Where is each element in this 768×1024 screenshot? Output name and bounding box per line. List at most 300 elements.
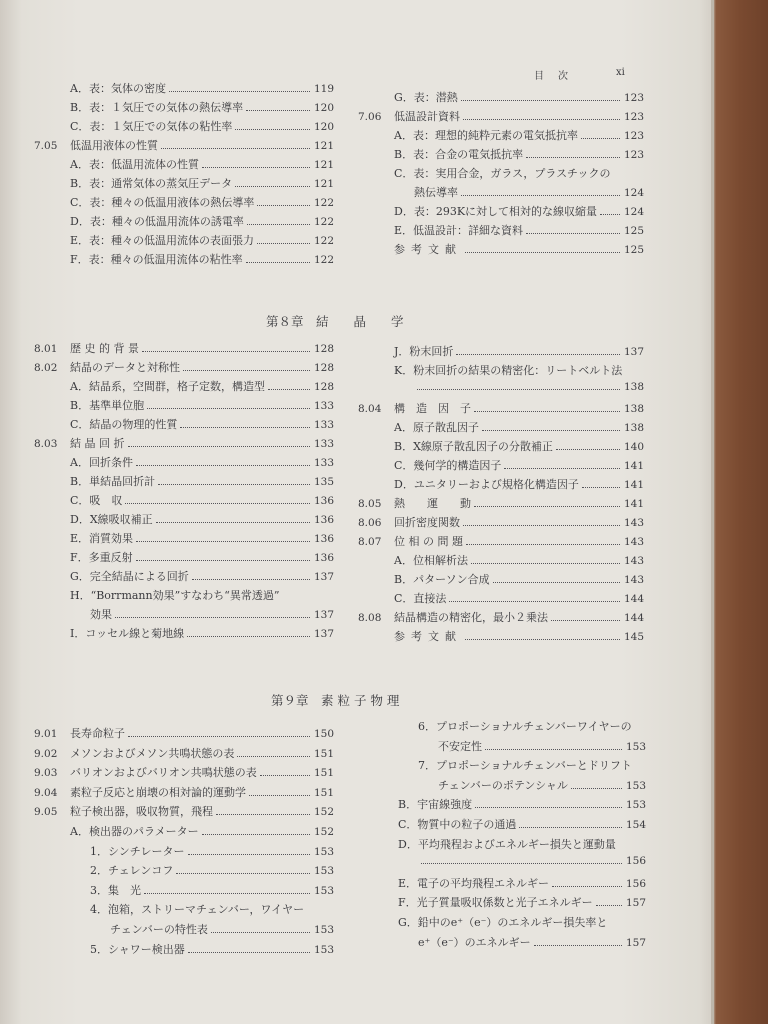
entry-title: メソンおよびメソン共鳴状態の表 <box>70 746 235 760</box>
dot-leader <box>235 129 310 130</box>
toc-entry <box>34 843 334 863</box>
dot-leader <box>534 945 622 946</box>
entry-title: K．粉末回折の結果の精密化：リートベルト法 <box>394 364 623 377</box>
entry-title: 歴 史 的 背 景 <box>70 342 139 355</box>
toc-entry <box>34 511 334 530</box>
toc-entry <box>34 232 334 251</box>
dot-leader <box>461 195 620 196</box>
dot-leader <box>485 749 622 750</box>
page-number: 151 <box>313 786 334 799</box>
page-number: 119 <box>313 83 334 95</box>
entry-title: 7．プロポーショナルチェンバーとドリフト <box>418 759 632 773</box>
toc-entry <box>362 934 646 954</box>
toc-entry <box>358 476 644 495</box>
dot-leader <box>417 389 620 390</box>
page-number: 144 <box>623 612 644 624</box>
dot-leader <box>183 370 310 371</box>
ch8-left-column <box>34 340 334 644</box>
section-number: 9.02 <box>34 747 58 760</box>
page-number: 138 <box>623 403 644 415</box>
toc-entry <box>34 194 334 213</box>
toc-entry <box>34 587 334 606</box>
dot-leader <box>471 563 620 564</box>
entry-title: A．検出器のパラメーター <box>70 824 199 838</box>
toc-entry <box>362 855 646 875</box>
entry-title: A．結晶系，空間群，格子定数，構造型 <box>70 380 265 393</box>
dot-leader <box>526 233 620 234</box>
page-number: 150 <box>313 728 334 740</box>
entry-title: E．電子の平均飛程エネルギー <box>398 876 550 890</box>
dot-leader <box>161 148 310 149</box>
dot-leader <box>202 834 310 835</box>
section-number: 8.03 <box>34 438 58 450</box>
page-number: 141 <box>623 498 644 510</box>
dot-leader <box>465 639 620 640</box>
toc-entry <box>362 816 646 836</box>
header-title: 目 次 <box>534 71 570 82</box>
entry-title: F．表：種々の低温用流体の粘性率 <box>70 253 243 266</box>
dot-leader <box>188 854 310 855</box>
entry-title: D．平均飛程およびエネルギー損失と運動量 <box>398 837 616 851</box>
toc-entry <box>358 343 644 362</box>
entry-title: 4．泡箱，ストリーマチェンバー，ワイヤー <box>90 903 305 917</box>
dot-leader <box>493 582 620 583</box>
entry-title: 長寿命粒子 <box>70 727 125 740</box>
dot-leader <box>466 544 620 545</box>
entry-title: A．表：低温用流体の性質 <box>70 158 199 171</box>
toc-entry <box>358 362 644 381</box>
entry-title: 熱 運 動 <box>394 497 471 510</box>
dot-leader <box>142 351 310 352</box>
section-number: 8.08 <box>358 612 382 624</box>
page-number: 138 <box>623 422 644 434</box>
dot-leader <box>187 636 310 637</box>
dot-leader <box>144 893 310 894</box>
dot-leader <box>582 487 620 488</box>
page-number: 143 <box>623 536 644 548</box>
dot-leader <box>188 952 310 953</box>
entry-title: e⁺（e⁻）のエネルギー <box>418 935 531 949</box>
dot-leader <box>421 863 622 864</box>
dot-leader <box>551 620 620 621</box>
dot-leader <box>463 119 620 120</box>
page-number: 136 <box>313 552 334 564</box>
dot-leader <box>136 465 310 466</box>
toc-entry <box>34 340 334 359</box>
toc-entry <box>34 492 334 511</box>
toc-entry <box>362 738 646 758</box>
page-number: 135 <box>313 476 334 488</box>
dot-leader <box>257 243 310 244</box>
entry-title: B．X線原子散乱因子の分散補正 <box>394 440 553 453</box>
entry-title: 不安定性 <box>438 739 482 753</box>
page-number: 125 <box>623 225 644 237</box>
ch7-left-column <box>34 80 334 270</box>
section-number: 9.03 <box>34 767 58 780</box>
entry-title: 結 晶 回 折 <box>70 437 125 450</box>
chapter-9-title: 第９章 素 粒 子 物 理 <box>271 693 400 708</box>
toc-entry <box>34 901 334 921</box>
dot-leader <box>216 814 310 815</box>
page-number: 136 <box>313 495 334 507</box>
page-number: 137 <box>313 571 334 583</box>
page-number: 154 <box>625 818 646 831</box>
toc-entry <box>358 571 644 590</box>
entry-title: 3．集 光 <box>90 883 141 897</box>
entry-title: 素粒子反応と崩壊の相対論的運動学 <box>70 785 246 799</box>
entry-title: 6．プロポーショナルチェンバーワイヤーの <box>418 720 632 733</box>
page-number: 133 <box>313 438 334 450</box>
dot-leader <box>600 214 620 215</box>
page-number: 123 <box>623 149 644 161</box>
entry-title: D．ユニタリーおよび規格化構造因子 <box>394 478 579 491</box>
toc-entry <box>34 568 334 587</box>
page-number: 121 <box>313 159 334 171</box>
page-number: 152 <box>313 806 334 819</box>
toc-entry <box>34 80 334 99</box>
page-number: 141 <box>623 460 644 472</box>
toc-entry <box>34 606 334 625</box>
entry-title: 結晶のデータと対称性 <box>70 361 180 374</box>
entry-title: 熱伝導率 <box>414 186 458 199</box>
page-number: 120 <box>313 102 334 114</box>
toc-entry <box>34 549 334 568</box>
dot-leader <box>519 827 622 828</box>
page-number: 140 <box>623 441 644 453</box>
entry-title: A．原子散乱因子 <box>394 421 479 434</box>
page-number: 145 <box>623 631 644 643</box>
entry-title: H．“Borrmann効果”すなわち“異常透過” <box>70 589 280 602</box>
toc-entry <box>34 175 334 194</box>
page-number: 128 <box>313 362 334 374</box>
toc-entry <box>34 625 334 644</box>
page-number: 124 <box>623 206 644 218</box>
dot-leader <box>482 430 620 431</box>
dot-leader <box>237 756 310 757</box>
page-number: 123 <box>623 130 644 142</box>
page-number: 136 <box>313 533 334 545</box>
page-number: 153 <box>625 740 646 753</box>
entry-title: 1．シンチレーター <box>90 844 185 858</box>
toc-entry <box>358 146 644 165</box>
toc-entry <box>362 894 646 914</box>
toc-entry <box>34 251 334 270</box>
section-number: 8.05 <box>358 498 382 510</box>
toc-entry <box>358 533 644 552</box>
toc-entry <box>34 359 334 378</box>
dot-leader <box>268 389 310 390</box>
chapter-8-heading <box>266 312 404 330</box>
page-number: 122 <box>313 235 334 247</box>
dot-leader <box>571 788 622 789</box>
page-number: 133 <box>313 419 334 431</box>
entry-title: G．完全結晶による回折 <box>70 570 189 583</box>
entry-title: E．表：種々の低温用流体の表面張力 <box>70 234 255 247</box>
entry-title: 低温用液体の性質 <box>70 139 158 152</box>
page-number: 156 <box>625 855 646 868</box>
ch9-right-column <box>362 718 646 953</box>
entry-title: G．表：潜熱 <box>394 91 458 104</box>
dot-leader <box>461 100 620 101</box>
page-number: 137 <box>623 346 644 358</box>
entry-title: A．表：気体の密度 <box>70 82 166 95</box>
toc-entry <box>34 156 334 175</box>
dot-leader <box>176 873 310 874</box>
ch8-right-column <box>358 343 644 647</box>
dot-leader <box>474 411 620 412</box>
toc-entry <box>358 590 644 609</box>
entry-title: C．吸 収 <box>70 494 123 507</box>
entry-title: A．表：理想的純粋元素の電気抵抗率 <box>394 129 578 142</box>
toc-entry <box>34 454 334 473</box>
dot-leader <box>147 408 310 409</box>
section-number: 9.05 <box>34 806 58 819</box>
toc-entry <box>358 628 644 647</box>
dot-leader <box>202 167 310 168</box>
toc-entry <box>362 914 646 934</box>
toc-entry <box>358 127 644 146</box>
page-number: 128 <box>313 381 334 393</box>
chapter-9-heading <box>271 691 399 709</box>
page-number: 122 <box>313 197 334 209</box>
page-number: 121 <box>313 140 334 152</box>
ch9-left-column <box>34 725 334 960</box>
toc-entry <box>362 836 646 856</box>
page-number: 122 <box>313 254 334 266</box>
dot-leader <box>260 775 310 776</box>
toc-entry <box>358 108 644 127</box>
toc-entry <box>358 89 644 108</box>
dot-leader <box>136 541 310 542</box>
toc-entry <box>362 875 646 895</box>
toc-entry <box>34 213 334 232</box>
chapter-8-title: 第８章 結 晶 学 <box>266 314 404 329</box>
dot-leader <box>474 506 620 507</box>
section-number: 7.06 <box>358 111 382 123</box>
toc-entry <box>362 718 646 738</box>
entry-title: C．結晶の物理的性質 <box>70 418 178 431</box>
toc-entry <box>358 400 644 419</box>
entry-title: 位 相 の 問 題 <box>394 535 463 548</box>
toc-entry <box>358 381 644 400</box>
entry-title: D．表：293Kに対して相対的な線収縮量 <box>394 205 598 218</box>
page-number: 151 <box>313 767 334 780</box>
toc-entry <box>34 882 334 902</box>
dot-leader <box>180 427 310 428</box>
entry-title: D．表：種々の低温用流体の誘電率 <box>70 215 244 228</box>
toc-entry <box>34 941 334 961</box>
toc-entry <box>34 416 334 435</box>
entry-title: A．位相解析法 <box>394 554 468 567</box>
entry-title: C．幾何学的構造因子 <box>394 459 502 472</box>
header-page-number: xi <box>616 67 625 78</box>
entry-title: F．光子質量吸収係数と光子エネルギー <box>398 896 593 910</box>
toc-entry <box>358 419 644 438</box>
entry-title: D．X線吸収補正 <box>70 513 153 526</box>
section-number: 8.04 <box>358 403 382 415</box>
entry-title: 5．シャワー検出器 <box>90 942 185 956</box>
section-number: 8.01 <box>34 343 58 355</box>
entry-title: 2．チェレンコフ <box>90 864 174 878</box>
section-number: 8.06 <box>358 517 382 529</box>
dot-leader <box>125 503 310 504</box>
entry-title: 粒子検出器，吸収物質，飛程 <box>70 805 213 819</box>
toc-entry <box>358 438 644 457</box>
page-number: 143 <box>623 517 644 529</box>
dot-leader <box>257 205 310 206</box>
entry-title: バリオンおよびバリオン共鳴状態の表 <box>70 766 257 780</box>
entry-title: 参考文献 <box>394 630 462 643</box>
entry-title: A．回折条件 <box>70 456 133 469</box>
toc-entry <box>358 165 644 184</box>
page-number: 136 <box>313 514 334 526</box>
page-number: 144 <box>623 593 644 605</box>
toc-entry <box>34 745 334 765</box>
entry-title: チェンバーのポテンシャル <box>438 778 568 792</box>
toc-entry <box>34 823 334 843</box>
dot-leader <box>128 736 310 737</box>
dot-leader <box>456 354 620 355</box>
entry-title: B．表：合金の電気抵抗率 <box>394 148 524 161</box>
entry-title: B．表：通常気体の蒸気圧データ <box>70 177 233 190</box>
toc-entry <box>358 222 644 241</box>
toc-entry <box>34 137 334 156</box>
page-number: 157 <box>625 936 646 949</box>
page-number: 123 <box>623 92 644 104</box>
toc-entry <box>34 921 334 941</box>
entry-title: C．表：１気圧での気体の粘性率 <box>70 120 233 133</box>
dot-leader <box>504 468 620 469</box>
running-header <box>534 67 644 81</box>
entry-title: 参考文献 <box>394 243 462 256</box>
dot-leader <box>235 186 310 187</box>
entry-title: I．コッセル線と菊地線 <box>70 627 185 640</box>
entry-title: B．単結晶回折計 <box>70 475 156 488</box>
dot-leader <box>581 138 620 139</box>
toc-entry <box>34 862 334 882</box>
page-number: 124 <box>623 187 644 199</box>
dot-leader <box>556 449 620 450</box>
entry-title: G．鉛中のe⁺（e⁻）のエネルギー損失率と <box>398 915 608 929</box>
page-number: 153 <box>313 943 334 956</box>
dot-leader <box>169 91 310 92</box>
dot-leader <box>526 157 620 158</box>
dot-leader <box>475 807 622 808</box>
dot-leader <box>211 932 310 933</box>
section-number: 8.07 <box>358 536 382 548</box>
entry-title: J．粉末回折 <box>394 345 454 358</box>
entry-title: C．表：種々の低温用液体の熱伝導率 <box>70 196 255 209</box>
toc-entry <box>358 184 644 203</box>
toc-entry <box>34 725 334 745</box>
dot-leader <box>463 525 620 526</box>
page-number: 137 <box>313 628 334 640</box>
toc-entry <box>34 397 334 416</box>
dot-leader <box>158 484 310 485</box>
entry-title: 効果 <box>90 608 112 621</box>
toc-entry <box>358 495 644 514</box>
entry-title: B．宇宙線強度 <box>398 798 473 812</box>
entry-title: E．低温設計：詳細な資料 <box>394 224 524 237</box>
section-number: 8.02 <box>34 362 58 374</box>
page-number: 151 <box>313 747 334 760</box>
dot-leader <box>246 262 310 263</box>
entry-title: F．多重反射 <box>70 551 133 564</box>
section-number: 9.01 <box>34 728 58 740</box>
page-number: 153 <box>313 845 334 858</box>
toc-entry <box>34 803 334 823</box>
toc-entry <box>362 796 646 816</box>
toc-entry <box>358 241 644 260</box>
toc-entry <box>358 457 644 476</box>
entry-title: B．表：１気圧での気体の熱伝導率 <box>70 101 244 114</box>
page-number: 143 <box>623 574 644 586</box>
dot-leader <box>136 560 310 561</box>
page-number: 133 <box>313 457 334 469</box>
section-number: 9.04 <box>34 786 58 799</box>
toc-entry <box>34 784 334 804</box>
entry-title: チェンバーの特性表 <box>110 922 208 936</box>
page-number: 138 <box>623 381 644 393</box>
page-number: 153 <box>313 884 334 897</box>
page-number: 153 <box>625 779 646 792</box>
dot-leader <box>192 579 310 580</box>
toc-entry <box>358 203 644 222</box>
dot-leader <box>246 110 310 111</box>
entry-title: 低温設計資料 <box>394 110 460 123</box>
toc-entry <box>34 99 334 118</box>
toc-entry <box>362 777 646 797</box>
page-number: 157 <box>625 897 646 910</box>
toc-entry <box>34 118 334 137</box>
entry-title: 回折密度関数 <box>394 516 460 529</box>
page-number: 153 <box>313 865 334 878</box>
dot-leader <box>249 795 310 796</box>
toc-entry <box>358 514 644 533</box>
toc-entry <box>34 435 334 454</box>
dot-leader <box>596 905 622 906</box>
page-number: 153 <box>313 923 334 936</box>
dot-leader <box>128 446 311 447</box>
dot-leader <box>465 252 620 253</box>
toc-entry <box>34 378 334 397</box>
toc-entry <box>362 757 646 777</box>
page-number: 141 <box>623 479 644 491</box>
toc-entry <box>358 609 644 628</box>
dot-leader <box>156 522 310 523</box>
page-number: 128 <box>313 343 334 355</box>
dot-leader <box>449 601 620 602</box>
entry-title: B．基準単位胞 <box>70 399 145 412</box>
entry-title: 構 造 因 子 <box>394 402 471 415</box>
page-number: 121 <box>313 178 334 190</box>
page-number: 120 <box>313 121 334 133</box>
entry-title: E．消質効果 <box>70 532 134 545</box>
dot-leader <box>552 886 622 887</box>
dot-leader <box>247 224 310 225</box>
toc-entry <box>358 552 644 571</box>
toc-entry <box>34 530 334 549</box>
entry-title: C．物質中の粒子の通過 <box>398 817 517 831</box>
entry-title: B．パターソン合成 <box>394 573 490 586</box>
dot-leader <box>115 617 310 618</box>
toc-entry <box>34 473 334 492</box>
page-number: 153 <box>625 799 646 812</box>
page-number: 123 <box>623 111 644 123</box>
ch7-right-column <box>358 89 644 260</box>
page-number: 122 <box>313 216 334 228</box>
page-number: 156 <box>625 877 646 890</box>
